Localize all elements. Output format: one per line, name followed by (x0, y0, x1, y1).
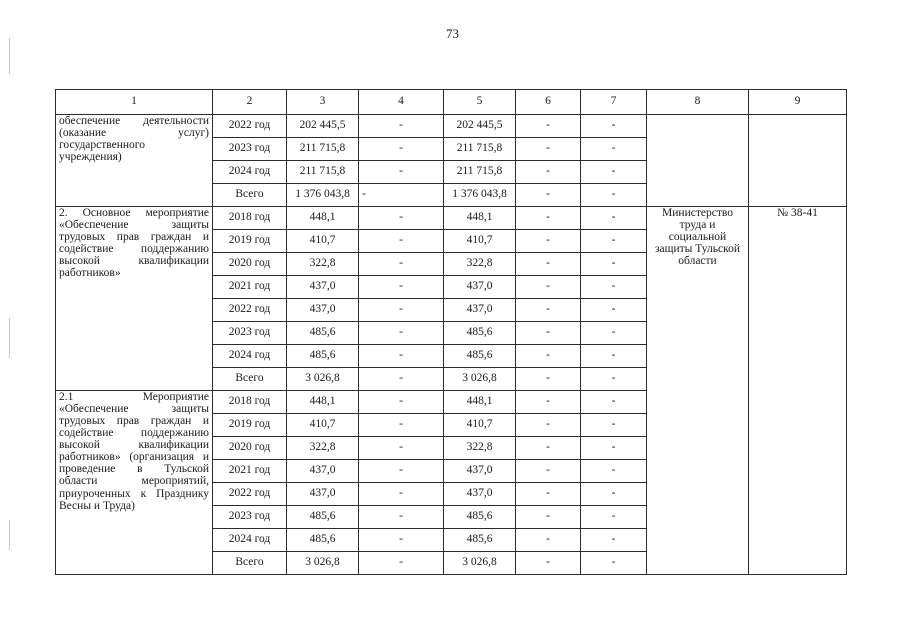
year-cell: 2022 год (213, 483, 287, 506)
year-cell: 2018 год (213, 391, 287, 414)
budget-table (55, 89, 847, 575)
federal-budget-cell: - (359, 506, 444, 529)
activity-description: 2.1 Мероприятие «Обеспечение защиты трудовых прав граждан и содействие поддержанию высокой квалификации работников» (организация и проведение в Тульской области мероприятий, приуроченных к Празднику Весны и Труда) (56, 391, 213, 575)
regional-budget-cell: 211 715,8 (444, 161, 516, 184)
regional-budget-cell: 3 026,8 (444, 368, 516, 391)
federal-budget-cell: - (359, 184, 444, 207)
local-budget-cell: - (516, 506, 581, 529)
local-budget-cell: - (516, 414, 581, 437)
year-cell: 2021 год (213, 276, 287, 299)
year-cell: 2024 год (213, 529, 287, 552)
year-cell: 2022 год (213, 115, 287, 138)
extrabudgetary-cell: - (581, 368, 647, 391)
extrabudgetary-cell: - (581, 460, 647, 483)
total-amount-cell: 211 715,8 (287, 161, 359, 184)
local-budget-cell: - (516, 138, 581, 161)
federal-budget-cell: - (359, 253, 444, 276)
extrabudgetary-cell: - (581, 299, 647, 322)
regional-budget-cell: 322,8 (444, 437, 516, 460)
year-cell: Всего (213, 368, 287, 391)
extrabudgetary-cell: - (581, 138, 647, 161)
local-budget-cell: - (516, 299, 581, 322)
scan-edge-mark (9, 520, 10, 550)
local-budget-cell: - (516, 552, 581, 575)
local-budget-cell: - (516, 437, 581, 460)
activity-description: обеспечение деятельности (оказание услуг) государственного учреждения) (56, 115, 213, 207)
regional-budget-cell: 437,0 (444, 483, 516, 506)
regional-budget-cell: 485,6 (444, 506, 516, 529)
local-budget-cell: - (516, 460, 581, 483)
column-header: 1 (56, 90, 213, 115)
total-amount-cell: 322,8 (287, 437, 359, 460)
column-header: 3 (287, 90, 359, 115)
extrabudgetary-cell: - (581, 161, 647, 184)
local-budget-cell: - (516, 483, 581, 506)
federal-budget-cell: - (359, 460, 444, 483)
local-budget-cell: - (516, 253, 581, 276)
local-budget-cell: - (516, 115, 581, 138)
year-cell: 2024 год (213, 345, 287, 368)
regional-budget-cell: 211 715,8 (444, 138, 516, 161)
local-budget-cell: - (516, 276, 581, 299)
total-amount-cell: 3 026,8 (287, 368, 359, 391)
total-amount-cell: 3 026,8 (287, 552, 359, 575)
table-row (56, 207, 847, 230)
extrabudgetary-cell: - (581, 207, 647, 230)
year-cell: 2019 год (213, 230, 287, 253)
year-cell: 2023 год (213, 506, 287, 529)
federal-budget-cell: - (359, 552, 444, 575)
year-cell: 2021 год (213, 460, 287, 483)
activity-description: 2. Основное мероприятие «Обеспечение защиты трудовых прав граждан и содействие поддержанию высокой квалификации работников» (56, 207, 213, 391)
total-amount-cell: 437,0 (287, 299, 359, 322)
regional-budget-cell: 485,6 (444, 322, 516, 345)
reference-cell: № 38-41 (749, 207, 847, 575)
extrabudgetary-cell: - (581, 345, 647, 368)
page-number: 73 (446, 26, 459, 41)
federal-budget-cell: - (359, 276, 444, 299)
extrabudgetary-cell: - (581, 253, 647, 276)
scan-edge-mark (9, 38, 10, 74)
regional-budget-cell: 410,7 (444, 414, 516, 437)
column-header: 2 (213, 90, 287, 115)
column-header: 5 (444, 90, 516, 115)
federal-budget-cell: - (359, 391, 444, 414)
total-amount-cell: 437,0 (287, 460, 359, 483)
header-row (56, 90, 847, 115)
extrabudgetary-cell: - (581, 230, 647, 253)
local-budget-cell: - (516, 161, 581, 184)
regional-budget-cell: 448,1 (444, 391, 516, 414)
regional-budget-cell: 485,6 (444, 529, 516, 552)
regional-budget-cell: 322,8 (444, 253, 516, 276)
total-amount-cell: 437,0 (287, 276, 359, 299)
federal-budget-cell: - (359, 138, 444, 161)
extrabudgetary-cell: - (581, 552, 647, 575)
local-budget-cell: - (516, 230, 581, 253)
federal-budget-cell: - (359, 529, 444, 552)
extrabudgetary-cell: - (581, 506, 647, 529)
extrabudgetary-cell: - (581, 483, 647, 506)
federal-budget-cell: - (359, 322, 444, 345)
total-amount-cell: 410,7 (287, 414, 359, 437)
total-amount-cell: 485,6 (287, 345, 359, 368)
column-header: 9 (749, 90, 847, 115)
year-cell: 2024 год (213, 161, 287, 184)
total-amount-cell: 485,6 (287, 322, 359, 345)
federal-budget-cell: - (359, 299, 444, 322)
total-amount-cell: 485,6 (287, 529, 359, 552)
column-header: 7 (581, 90, 647, 115)
extrabudgetary-cell: - (581, 115, 647, 138)
federal-budget-cell: - (359, 115, 444, 138)
executor-cell (647, 115, 749, 207)
local-budget-cell: - (516, 391, 581, 414)
total-amount-cell: 1 376 043,8 (287, 184, 359, 207)
total-amount-cell: 448,1 (287, 391, 359, 414)
extrabudgetary-cell: - (581, 391, 647, 414)
federal-budget-cell: - (359, 483, 444, 506)
local-budget-cell: - (516, 207, 581, 230)
regional-budget-cell: 437,0 (444, 460, 516, 483)
total-amount-cell: 448,1 (287, 207, 359, 230)
column-header: 8 (647, 90, 749, 115)
federal-budget-cell: - (359, 368, 444, 391)
column-header: 6 (516, 90, 581, 115)
federal-budget-cell: - (359, 230, 444, 253)
scan-edge-mark (9, 318, 10, 358)
total-amount-cell: 202 445,5 (287, 115, 359, 138)
local-budget-cell: - (516, 322, 581, 345)
total-amount-cell: 211 715,8 (287, 138, 359, 161)
extrabudgetary-cell: - (581, 414, 647, 437)
federal-budget-cell: - (359, 207, 444, 230)
year-cell: 2023 год (213, 322, 287, 345)
regional-budget-cell: 448,1 (444, 207, 516, 230)
year-cell: 2020 год (213, 437, 287, 460)
regional-budget-cell: 437,0 (444, 299, 516, 322)
regional-budget-cell: 485,6 (444, 345, 516, 368)
federal-budget-cell: - (359, 345, 444, 368)
local-budget-cell: - (516, 368, 581, 391)
reference-cell (749, 115, 847, 207)
total-amount-cell: 322,8 (287, 253, 359, 276)
year-cell: 2022 год (213, 299, 287, 322)
extrabudgetary-cell: - (581, 276, 647, 299)
table-row (56, 115, 847, 138)
year-cell: 2023 год (213, 138, 287, 161)
year-cell: Всего (213, 552, 287, 575)
regional-budget-cell: 202 445,5 (444, 115, 516, 138)
extrabudgetary-cell: - (581, 184, 647, 207)
regional-budget-cell: 410,7 (444, 230, 516, 253)
total-amount-cell: 410,7 (287, 230, 359, 253)
local-budget-cell: - (516, 529, 581, 552)
column-header: 4 (359, 90, 444, 115)
extrabudgetary-cell: - (581, 322, 647, 345)
year-cell: 2019 год (213, 414, 287, 437)
year-cell: Всего (213, 184, 287, 207)
federal-budget-cell: - (359, 161, 444, 184)
total-amount-cell: 437,0 (287, 483, 359, 506)
regional-budget-cell: 3 026,8 (444, 552, 516, 575)
executor-cell: Министерство труда и социальной защиты Тульской области (647, 207, 749, 575)
year-cell: 2020 год (213, 253, 287, 276)
regional-budget-cell: 437,0 (444, 276, 516, 299)
local-budget-cell: - (516, 345, 581, 368)
regional-budget-cell: 1 376 043,8 (444, 184, 516, 207)
extrabudgetary-cell: - (581, 529, 647, 552)
federal-budget-cell: - (359, 437, 444, 460)
extrabudgetary-cell: - (581, 437, 647, 460)
local-budget-cell: - (516, 184, 581, 207)
year-cell: 2018 год (213, 207, 287, 230)
federal-budget-cell: - (359, 414, 444, 437)
total-amount-cell: 485,6 (287, 506, 359, 529)
